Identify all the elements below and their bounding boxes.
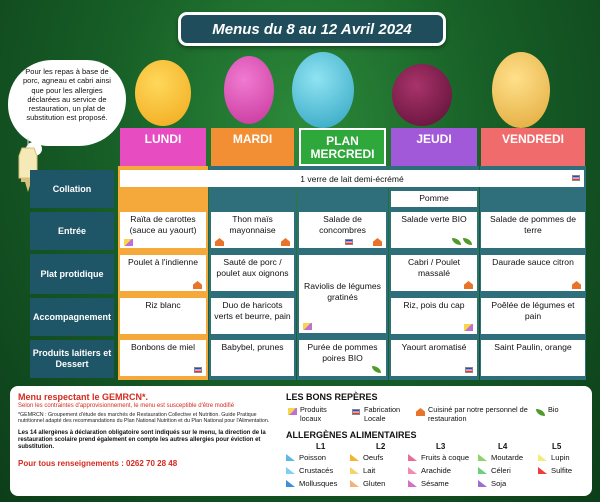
allergen-swatch: [408, 480, 417, 487]
repere-fabrication: Fabrication Locale: [364, 405, 401, 423]
level-label: L3: [436, 442, 446, 451]
house-made-icon: [215, 238, 224, 246]
plum-mascot: [392, 64, 452, 126]
row-label-accompagnement: Accompagnement: [30, 298, 114, 336]
repere-cuisine: Cuisiné par notre personnel de restauration: [428, 405, 528, 423]
cell-text: Raïta de carottes (sauce au yaourt): [129, 214, 197, 235]
reperes-row: [286, 404, 586, 430]
cell-vendredi-dessert: [481, 340, 585, 376]
cell-text: Poulet à l'indienne: [128, 257, 198, 267]
level-label: L1: [316, 442, 326, 451]
house-made-icon: [464, 281, 473, 289]
row-label-collation: Collation: [30, 170, 114, 208]
contact-info: Pour tous renseignements : 0262 70 28 48: [18, 459, 178, 469]
cell-mercredi-dessert: [299, 340, 386, 376]
row-label-entree: Entrée: [30, 212, 114, 250]
allergen-swatch: [350, 454, 359, 461]
dragonfruit-mascot: [224, 56, 274, 124]
gemrcn-title: Menu respectant le GEMRCN*.: [18, 392, 149, 402]
collation-bar: [120, 170, 584, 187]
cell-text: Saint Paulin, orange: [494, 342, 572, 352]
cell-lundi-accompagnement: [120, 298, 206, 334]
supply-notice: Selon les contraintes d'approvisionnement, le menu est susceptible d'être modifié: [18, 403, 235, 409]
cell-text: Pomme: [419, 193, 449, 203]
allergen-lupin: Lupin: [538, 453, 570, 462]
cell-mardi-plat: [211, 255, 294, 291]
cell-lundi-entree: [120, 212, 206, 248]
allergen-swatch: [350, 480, 359, 487]
cell-text: Cabri / Poulet massalé: [407, 257, 461, 278]
allergen-celeri: Céleri: [478, 466, 511, 475]
cell-text: Purée de pommes poires BIO: [307, 342, 378, 363]
bio-icon: [536, 409, 545, 416]
allergen-mollusques: Mollusques: [286, 479, 337, 488]
cell-text: Bonbons de miel: [130, 342, 196, 352]
cell-vendredi-accompagnement: [481, 298, 585, 334]
allergen-swatch: [286, 467, 295, 474]
allergen-lait: Lait: [350, 466, 375, 475]
cell-jeudi-plat: [391, 255, 477, 291]
genie-mascot: [292, 52, 354, 128]
cell-text: Yaourt aromatisé: [401, 342, 467, 352]
cell-text: Babybel, prunes: [221, 342, 284, 352]
house-made-icon: [416, 408, 425, 416]
cell-mardi-accompagnement: [211, 298, 294, 334]
cell-text: Riz, pois du cap: [403, 300, 465, 310]
cell-text: Raviolis de légumes gratinés: [304, 281, 381, 302]
footer-notes: [18, 392, 280, 468]
cell-text: Salade de pommes de terre: [490, 214, 576, 235]
cell-text: Salade de concombres: [319, 214, 366, 235]
allergen-arachide: Arachide: [408, 466, 451, 475]
allergenes-grid: [286, 441, 586, 491]
substitution-notice: Pour les repas à base de porc, agneau et cabri ainsi que pour les allergies déclarées au service de restauration, un plat de substitution est proposé.: [8, 60, 126, 146]
allergen-swatch: [286, 480, 295, 487]
day-header-mardi: MARDI: [211, 128, 294, 166]
allergen-swatch: [408, 467, 417, 474]
allergen-swatch: [478, 454, 487, 461]
french-origin-icon: [194, 367, 202, 373]
cell-vendredi-entree: [481, 212, 585, 248]
cell-lundi-dessert: [120, 340, 206, 376]
mango-mascot: [135, 60, 191, 126]
cell-jeudi-entree: [391, 212, 477, 248]
allergen-moutarde: Moutarde: [478, 453, 523, 462]
bio-icon: [372, 366, 381, 373]
bio-icon: [463, 238, 472, 245]
day-header-lundi: LUNDI: [120, 128, 206, 166]
allergen-gluten: Gluten: [350, 479, 385, 488]
house-made-icon: [193, 281, 202, 289]
allergen-sulfite: Sulfite: [538, 466, 572, 475]
cell-text: Thon maïs mayonnaise: [229, 214, 276, 235]
cell-jeudi-collation: [391, 191, 477, 207]
cell-text: Sauté de porc / poulet aux oignons: [216, 257, 289, 278]
reperes-title: LES BONS REPÈRES: [286, 392, 378, 402]
collation-text: 1 verre de lait demi-écrémé: [300, 173, 404, 184]
allergen-oeufs: Oeufs: [350, 453, 383, 462]
allergen-swatch: [286, 454, 295, 461]
cell-vendredi-plat: [481, 255, 585, 291]
cell-mardi-entree: [211, 212, 294, 248]
local-product-icon: [288, 408, 297, 415]
cell-lundi-plat: [120, 255, 206, 291]
day-header-jeudi: JEUDI: [391, 128, 477, 166]
local-product-icon: [303, 323, 312, 330]
cell-text: Salade verte BIO: [401, 214, 467, 224]
bio-icon: [452, 238, 461, 245]
cell-mercredi-plat: [299, 255, 386, 333]
level-label: L4: [498, 442, 508, 451]
menu-title: Menus du 8 au 12 Avril 2024: [178, 12, 446, 46]
local-product-icon: [124, 239, 133, 246]
allergen-swatch: [538, 454, 547, 461]
level-label: L2: [376, 442, 386, 451]
allergen-swatch: [350, 467, 359, 474]
level-label: L5: [552, 442, 562, 451]
repere-bio: Bio: [548, 405, 559, 414]
allergen-soja: Soja: [478, 479, 506, 488]
cell-text: Poêlée de légumes et pain: [491, 300, 575, 321]
french-origin-icon: [465, 367, 473, 373]
local-product-icon: [464, 324, 473, 331]
cell-text: Duo de haricots verts et beurre, pain: [214, 300, 291, 321]
legend-footer: [10, 386, 592, 496]
cell-text: Daurade sauce citron: [492, 257, 574, 267]
gemrcn-definition: *GEMRCN : Groupement d'étude des marchés de Restauration Collective et Nutrition. Guide Pratique nutritionnel adapté des recommandations du Plan National Nutrition et du Plan National pour l'Alimentation.: [18, 412, 270, 425]
repere-local: Produits locaux: [300, 405, 327, 423]
legend-panel: [286, 392, 586, 491]
french-origin-icon: [572, 175, 580, 181]
cell-mardi-dessert: [211, 340, 294, 376]
row-label-plat: Plat protidique: [30, 254, 114, 294]
house-made-icon: [373, 238, 382, 246]
allergen-swatch: [408, 454, 417, 461]
allergen-poisson: Poisson: [286, 453, 326, 462]
cell-jeudi-dessert: [391, 340, 477, 376]
house-made-icon: [281, 238, 290, 246]
day-header-vendredi: VENDREDI: [481, 128, 585, 166]
cell-jeudi-accompagnement: [391, 298, 477, 334]
french-origin-icon: [352, 409, 360, 415]
pineapple-mascot: [492, 52, 550, 128]
allergen-swatch: [478, 480, 487, 487]
allergen-crustaces: Crustacés: [286, 466, 333, 475]
allergen-swatch: [478, 467, 487, 474]
allergen-sesame: Sésame: [408, 479, 449, 488]
day-header-mercredi: PLAN MERCREDI: [299, 128, 386, 166]
house-made-icon: [572, 281, 581, 289]
allergens-note: Les 14 allergènes à déclaration obligatoire sont indiqués sur le menu, la direction de la restauration scolaire prend également en compte les autres allergies pour éviction et substitution.: [18, 429, 266, 450]
allergen-fruits-coque: Fruits à coque: [408, 453, 469, 462]
cell-text: Riz blanc: [145, 300, 181, 310]
allergenes-title: ALLERGÈNES ALIMENTAIRES: [286, 430, 417, 440]
row-label-dessert: Produits laitiers et Dessert: [30, 340, 114, 378]
french-origin-icon: [345, 239, 353, 245]
allergen-swatch: [538, 467, 547, 474]
cell-mercredi-entree: [299, 212, 386, 248]
